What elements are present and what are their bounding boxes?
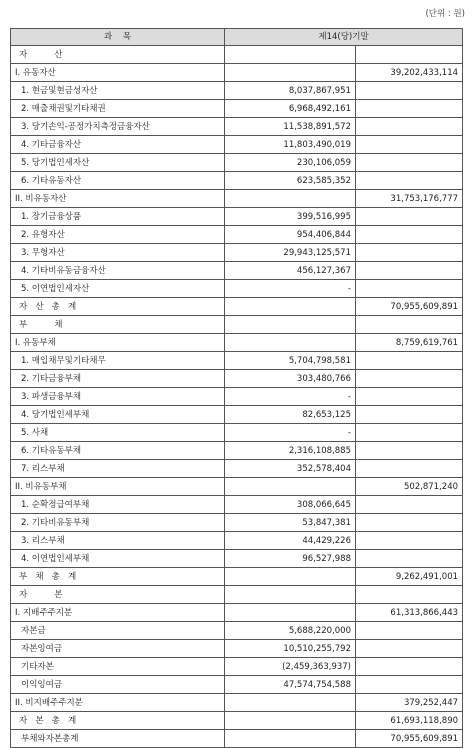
row-label: 부 채	[11, 316, 225, 334]
row-label: 부 채 총 계	[11, 568, 225, 586]
row-value-subtotal	[356, 658, 463, 676]
row-value-detail: 303,480,766	[225, 370, 356, 388]
row-value-detail: 11,538,891,572	[225, 118, 356, 136]
row-value-subtotal	[356, 280, 463, 298]
table-row	[11, 46, 463, 64]
row-value-subtotal	[356, 154, 463, 172]
row-value-subtotal	[356, 622, 463, 640]
row-value-detail: 82,653,125	[225, 406, 356, 424]
table-row	[11, 64, 463, 82]
table-row	[11, 82, 463, 100]
row-label: 5. 사채	[11, 424, 225, 442]
row-value-detail: 954,406,844	[225, 226, 356, 244]
row-value-subtotal	[356, 442, 463, 460]
row-label: 1. 순확정급여부채	[11, 496, 225, 514]
row-label: 4. 이연법인세부채	[11, 550, 225, 568]
table-row	[11, 424, 463, 442]
row-value-detail: 5,704,798,581	[225, 352, 356, 370]
table-row	[11, 676, 463, 694]
row-value-detail: 230,106,059	[225, 154, 356, 172]
row-value-subtotal	[356, 640, 463, 658]
row-label: II. 비유동부채	[11, 478, 225, 496]
row-value-subtotal	[356, 388, 463, 406]
row-value-subtotal	[356, 208, 463, 226]
table-body	[11, 46, 463, 748]
row-value-detail: 44,429,226	[225, 532, 356, 550]
row-value-detail	[225, 190, 356, 208]
table-row	[11, 172, 463, 190]
row-label: 6. 기타유동자산	[11, 172, 225, 190]
row-label: 7. 리스부채	[11, 460, 225, 478]
row-value-detail: 8,037,867,951	[225, 82, 356, 100]
table-row	[11, 730, 463, 748]
row-value-detail	[225, 586, 356, 604]
table-row	[11, 244, 463, 262]
row-value-detail: 5,688,220,000	[225, 622, 356, 640]
row-label: 3. 무형자산	[11, 244, 225, 262]
table-row	[11, 406, 463, 424]
row-value-subtotal	[356, 136, 463, 154]
row-value-subtotal	[356, 118, 463, 136]
row-value-subtotal	[356, 262, 463, 280]
row-label: 자본잉여금	[11, 640, 225, 658]
row-value-subtotal: 379,252,447	[356, 694, 463, 712]
row-label: 1. 현금및현금성자산	[11, 82, 225, 100]
row-value-subtotal	[356, 460, 463, 478]
table-row	[11, 478, 463, 496]
row-value-detail	[225, 478, 356, 496]
row-label: 1. 장기금융상품	[11, 208, 225, 226]
row-value-detail: 2,316,108,885	[225, 442, 356, 460]
row-value-subtotal: 61,693,118,890	[356, 712, 463, 730]
row-value-detail: -	[225, 280, 356, 298]
row-value-detail	[225, 712, 356, 730]
row-label: 5. 당기법인세자산	[11, 154, 225, 172]
row-value-detail: 11,803,490,019	[225, 136, 356, 154]
row-label: 2. 기타금융부채	[11, 370, 225, 388]
row-label: 2. 기타비유동부채	[11, 514, 225, 532]
table-row	[11, 442, 463, 460]
row-value-subtotal	[356, 514, 463, 532]
row-label: 자본금	[11, 622, 225, 640]
row-value-subtotal: 70,955,609,891	[356, 298, 463, 316]
table-row	[11, 694, 463, 712]
row-label: I. 유동자산	[11, 64, 225, 82]
row-value-subtotal	[356, 496, 463, 514]
table-row	[11, 208, 463, 226]
row-value-subtotal	[356, 676, 463, 694]
row-value-detail	[225, 568, 356, 586]
table-row	[11, 334, 463, 352]
row-label: 6. 기타유동부채	[11, 442, 225, 460]
row-value-detail: 399,516,995	[225, 208, 356, 226]
row-label: 이익잉여금	[11, 676, 225, 694]
row-value-detail: 47,574,754,588	[225, 676, 356, 694]
table-row	[11, 604, 463, 622]
row-label: 자 본 총 계	[11, 712, 225, 730]
table-row	[11, 100, 463, 118]
table-row	[11, 154, 463, 172]
table-row	[11, 280, 463, 298]
unit-note: (단위 : 원)	[425, 9, 465, 19]
row-label: 2. 매출채권및기타채권	[11, 100, 225, 118]
row-value-subtotal	[356, 352, 463, 370]
table-row	[11, 316, 463, 334]
row-value-subtotal: 502,871,240	[356, 478, 463, 496]
table-header-row	[11, 29, 463, 46]
row-value-detail: -	[225, 388, 356, 406]
table-row	[11, 262, 463, 280]
row-value-subtotal: 39,202,433,114	[356, 64, 463, 82]
row-value-subtotal: 61,313,866,443	[356, 604, 463, 622]
row-value-detail	[225, 298, 356, 316]
table-row	[11, 388, 463, 406]
balance-sheet-table	[10, 28, 463, 748]
row-value-subtotal: 70,955,609,891	[356, 730, 463, 748]
table-row	[11, 532, 463, 550]
row-value-subtotal	[356, 550, 463, 568]
table-row	[11, 496, 463, 514]
row-value-detail	[225, 694, 356, 712]
row-value-detail: 96,527,988	[225, 550, 356, 568]
table-row	[11, 298, 463, 316]
row-label: 4. 기타비유동금융자산	[11, 262, 225, 280]
row-value-subtotal: 8,759,619,761	[356, 334, 463, 352]
row-value-detail: 29,943,125,571	[225, 244, 356, 262]
table-row	[11, 658, 463, 676]
row-label: 4. 기타금융자산	[11, 136, 225, 154]
row-label: I. 유동부채	[11, 334, 225, 352]
row-value-detail: 352,578,404	[225, 460, 356, 478]
row-label: 자 산	[11, 46, 225, 64]
table-row	[11, 568, 463, 586]
row-value-detail: -	[225, 424, 356, 442]
row-label: 3. 당기손익-공정가치측정금융자산	[11, 118, 225, 136]
row-label: 1. 매입채무및기타채무	[11, 352, 225, 370]
row-value-subtotal	[356, 172, 463, 190]
table-row	[11, 622, 463, 640]
row-value-subtotal	[356, 316, 463, 334]
row-value-subtotal	[356, 46, 463, 64]
table-row	[11, 352, 463, 370]
row-value-subtotal	[356, 370, 463, 388]
row-value-detail: 10,510,255,792	[225, 640, 356, 658]
row-value-detail: 456,127,367	[225, 262, 356, 280]
row-value-detail	[225, 730, 356, 748]
table-row	[11, 460, 463, 478]
row-value-subtotal: 31,753,176,777	[356, 190, 463, 208]
row-value-detail	[225, 46, 356, 64]
row-value-detail: 308,066,645	[225, 496, 356, 514]
row-value-subtotal	[356, 424, 463, 442]
row-value-subtotal	[356, 406, 463, 424]
row-value-subtotal	[356, 244, 463, 262]
table-row	[11, 118, 463, 136]
row-value-detail	[225, 64, 356, 82]
row-value-detail	[225, 316, 356, 334]
table-row	[11, 586, 463, 604]
row-label: 부채와자본총계	[11, 730, 225, 748]
row-label: II. 비지배주주지분	[11, 694, 225, 712]
row-value-subtotal	[356, 532, 463, 550]
row-label: II. 비유동자산	[11, 190, 225, 208]
header-period: 제14(당)기말	[225, 29, 463, 46]
row-label: 3. 리스부채	[11, 532, 225, 550]
row-label: 5. 이연법인세자산	[11, 280, 225, 298]
row-value-detail: (2,459,363,937)	[225, 658, 356, 676]
row-value-subtotal	[356, 586, 463, 604]
row-value-subtotal	[356, 82, 463, 100]
row-label: 2. 유형자산	[11, 226, 225, 244]
row-label: 자 산 총 계	[11, 298, 225, 316]
row-value-subtotal	[356, 226, 463, 244]
row-value-subtotal: 9,262,491,001	[356, 568, 463, 586]
table-row	[11, 550, 463, 568]
row-label: 기타자본	[11, 658, 225, 676]
table-row	[11, 136, 463, 154]
table-row	[11, 226, 463, 244]
row-value-detail	[225, 334, 356, 352]
row-label: I. 지배주주지분	[11, 604, 225, 622]
row-label: 4. 당기법인세부채	[11, 406, 225, 424]
row-value-subtotal	[356, 100, 463, 118]
row-value-detail	[225, 604, 356, 622]
row-value-detail: 623,585,352	[225, 172, 356, 190]
row-value-detail: 53,847,381	[225, 514, 356, 532]
table-row	[11, 190, 463, 208]
row-label: 3. 파생금융부채	[11, 388, 225, 406]
row-label: 자 본	[11, 586, 225, 604]
row-value-detail: 6,968,492,161	[225, 100, 356, 118]
table-row	[11, 514, 463, 532]
header-account: 과 목	[11, 29, 225, 46]
table-row	[11, 370, 463, 388]
table-row	[11, 712, 463, 730]
table-row	[11, 640, 463, 658]
